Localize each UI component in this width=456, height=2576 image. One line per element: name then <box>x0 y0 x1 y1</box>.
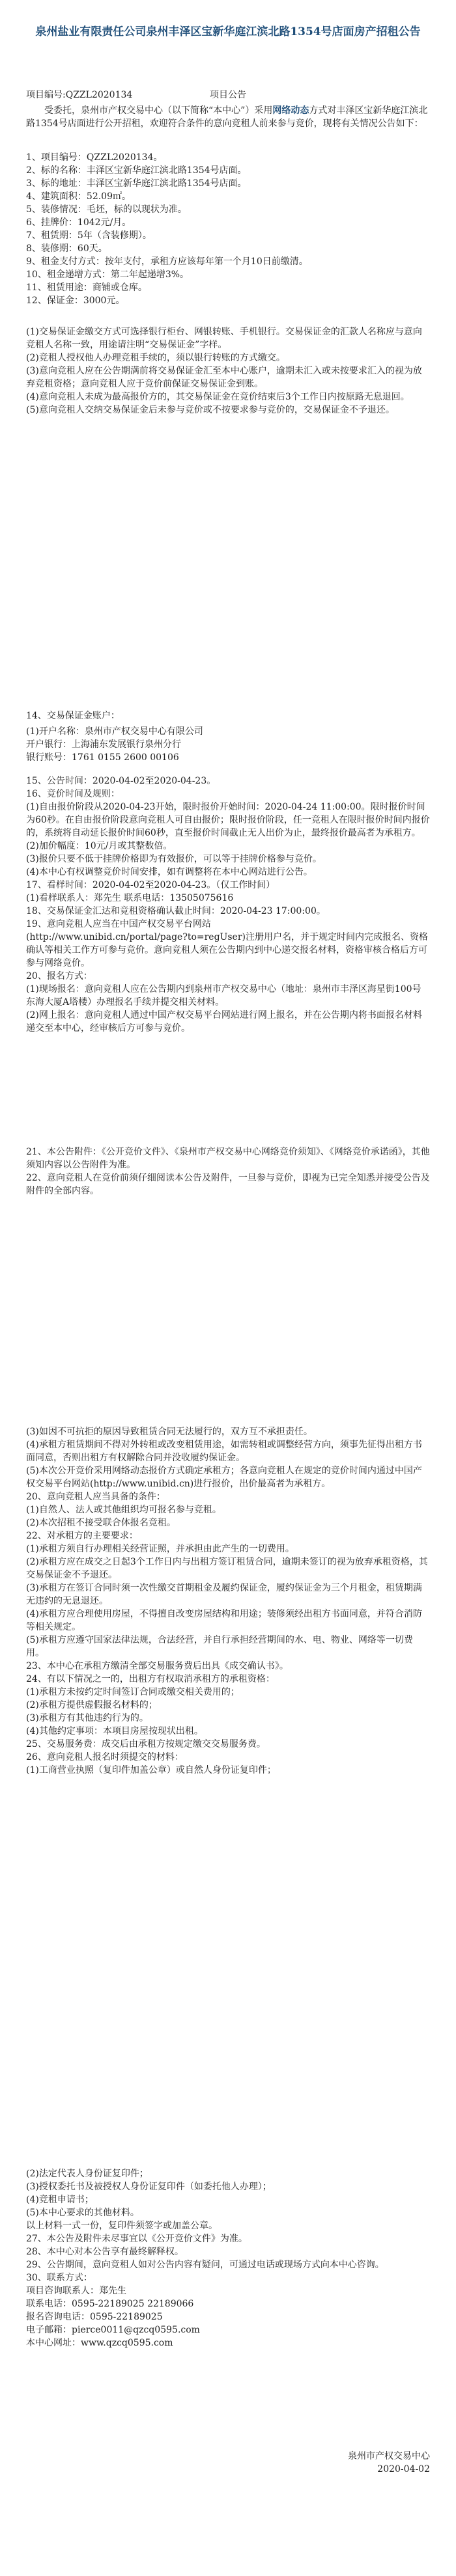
deposit-rule: (4)意向竞租人未成为最高报价方的，其交易保证金在竞价结束后3个工作日内按原路无息退回。 <box>26 392 410 402</box>
project-item: 7、租赁期：5年（含装修期）。 <box>26 230 152 241</box>
project-item: 10、租金递增方式：第二年起递增3%。 <box>26 269 190 280</box>
registration-line: 29、公告期间，意向竞租人如对公告内容有疑问，可通过电话或现场方式向本中心咨询。 <box>26 2260 384 2270</box>
registration-line: (3)授权委托书及被授权人身份证复印件（如委托他人办理）； <box>26 2182 272 2192</box>
project-number: 项目编号:QZZL2020134 <box>26 90 133 100</box>
terms-line: (3)承租方有其他违约行为的。 <box>26 1713 149 1723</box>
terms-line: 24、有以下情况之一的，出租方有权取消承租方的承租资格： <box>26 1674 275 1684</box>
account-info <box>26 725 430 764</box>
announcement-item: 22、意向竞租人在竞价前须仔细阅读本公告及附件，一旦参与竞价，即视为已完全知悉并接受公告及附件的全部内容。 <box>26 1173 430 1196</box>
announcement-item: 21、本公告附件：《公开竞价文件》、《泉州市产权交易中心网络竞价须知》、《网络竞价承诺函》，其他须知内容以公告附件为准。 <box>26 1147 430 1170</box>
contact-website: 本中心网址：www.qzcq0595.com <box>26 2338 173 2348</box>
project-item: 11、租赁用途：商铺或仓库。 <box>26 282 147 293</box>
project-item: 1、项目编号：QZZL2020134。 <box>26 152 163 163</box>
schedule-line: 20、报名方式： <box>26 971 93 981</box>
terms-line: (4)其他约定事项：本项目房屋按现状出租。 <box>26 1726 203 1736</box>
schedule-line: 19、意向竞租人应当在中国产权交易平台网站 <box>26 919 211 929</box>
intro-paragraph <box>26 104 430 130</box>
terms-line: (5)承租方应遵守国家法律法规，合法经营，并自行承担经营期间的水、电、物业、网络等一切费用。 <box>26 1635 413 1658</box>
deposit-rule: (5)意向竞租人交纳交易保证金后未参与竞价或不按要求参与竞价的，交易保证金不予退还。 <box>26 405 395 415</box>
terms-line: (3)如因不可抗拒的原因导致租赁合同无法履行的，双方互不承担责任。 <box>26 1427 313 1437</box>
announcement-label: 项目公告 <box>210 90 246 100</box>
schedule-line: 16、竞价时间及规则： <box>26 789 120 799</box>
registration-line: (4)竞租申请书； <box>26 2195 94 2205</box>
terms-line: 23、本中心在承租方缴清全部交易服务费后出具《成交确认书》。 <box>26 1661 289 1671</box>
contact-person: 项目咨询联系人：郑先生 <box>26 2286 126 2296</box>
terms-line: 20、意向竞租人应当具备的条件： <box>26 1492 165 1502</box>
terms-line: 26、意向竞租人报名时须提交的材料： <box>26 1752 184 1762</box>
registration-line: (5)本中心要求的其他材料。 <box>26 2208 139 2218</box>
account-bank: 开户银行：上海浦东发展银行泉州分行 <box>26 739 181 750</box>
intro-method: 网络动态 <box>272 105 309 116</box>
registration-line: 以上材料一式一份，复印件须签字或加盖公章。 <box>26 2221 218 2231</box>
schedule-line: (1)自由报价阶段从2020-04-23开始，限时报价开始时间：2020-04-24 11:00:00。限时报价时间为60秒。在自由报价阶段意向竞租人可自由报价；限时报价阶段，任一竞租人在限时报价时间内报价的，系统将自动延长报价时间60秒，直至报价时间截止无人出价为止，最终报价最高者为承租方。 <box>26 802 430 838</box>
terms-line: (2)承租方提供虚假报名材料的； <box>26 1700 158 1710</box>
registration-line: (2)法定代表人身份证复印件； <box>26 2169 149 2179</box>
project-item: 4、建筑面积：52.09㎡。 <box>26 191 131 202</box>
signature-date: 2020-04-02 <box>377 2464 430 2474</box>
deposit-rule: (1)交易保证金缴交方式可选择银行柜台、网银转账、手机银行。交易保证金的汇款人名称应与意向竞租人名称一致，用途请注明“交易保证金”字样。 <box>26 327 422 350</box>
terms-line: (4)承租方应合理使用房屋，不得擅自改变房屋结构和用途；装修须经出租方书面同意，并符合消防等相关规定。 <box>26 1609 422 1632</box>
registration-section <box>26 2167 430 2350</box>
terms-line: (1)承租方须自行办理相关经营证照，并承担由此产生的一切费用。 <box>26 1544 294 1554</box>
schedule-line: (3)报价只要不低于挂牌价格即为有效报价，可以等于挂牌价格参与竞价。 <box>26 854 322 864</box>
blank-area <box>0 1211 456 1419</box>
project-items <box>26 151 430 307</box>
terms-line: (3)承租方在签订合同时须一次性缴交首期租金及履约保证金，履约保证金为三个月租金，租赁期满无违约的无息退还。 <box>26 1583 422 1606</box>
schedule-line: 18、交易保证金汇达和竞租资格确认截止时间：2020-04-23 17:00:00。 <box>26 906 326 916</box>
terms-line: (1)承租方未按约定时间签订合同或缴交相关费用的； <box>26 1687 240 1697</box>
terms-line: 25、交易服务费：成交后由承租方按规定缴交交易服务费。 <box>26 1739 266 1749</box>
project-item: 9、租金支付方式：按年支付，承租方应该每年第一个月10日前缴清。 <box>26 256 308 267</box>
terms-line: (2)本次招租不接受联合体报名竞租。 <box>26 1518 176 1528</box>
signature-block <box>26 2450 430 2476</box>
announcement-title: 泉州盐业有限责任公司泉州丰泽区宝新华庭江滨北路1354号店面房产招租公告 <box>35 25 421 38</box>
deposit-rule: (3)意向竞租人应在公告期满前将交易保证金汇至本中心账户，逾期未汇入或未按要求汇入的视为放弃竞租资格；意向竞租人应于竞价前保证交易保证金到账。 <box>26 366 422 389</box>
schedule-line: 15、公告时间：2020-04-02至2020-04-23。 <box>26 776 216 786</box>
deposit-rules <box>26 325 430 417</box>
project-item: 5、装修情况：毛坯，标的以现状为准。 <box>26 204 187 215</box>
announcement-items <box>26 1145 430 1198</box>
account-number: 银行账号：1761 0155 2600 00106 <box>26 752 179 763</box>
schedule-line: (2)加价幅度：10元/月或其整数倍。 <box>26 841 173 851</box>
terms-line: (1)自然人、法人或其他组织均可报名参与竞租。 <box>26 1505 221 1515</box>
deposit-account-heading: 14、交易保证金账户： <box>26 711 120 721</box>
signature-org: 泉州市产权交易中心 <box>348 2451 430 2461</box>
terms-line: (2)承租方应在成交之日起3个工作日内与出租方签订租赁合同，逾期未签订的视为放弃承租资格，其交易保证金不予退还。 <box>26 1557 428 1580</box>
schedule-line: (2)网上报名：意向竞租人通过中国产权交易平台网站进行网上报名，并在公告期内将书面报名材料递交至本中心，经审核后方可参与竞价。 <box>26 1010 422 1034</box>
registration-phone: 报名咨询电话：0595-22189025 <box>26 2312 163 2322</box>
intro-text-b: 方式对丰泽区宝新华庭江滨北路1354号店面进行公开招租，欢迎符合条件的意向竞租人前来参与竞价，现将有关情况公告如下： <box>26 105 428 129</box>
registration-line: 30、联系方式： <box>26 2273 93 2283</box>
schedule-line: (4)本中心有权调整竞价时间安排，如有调整将在本中心网站进行公告。 <box>26 867 313 877</box>
blank-area <box>0 469 456 703</box>
project-item: 12、保证金：3000元。 <box>26 295 125 306</box>
schedule-line: (1)看样联系人：郑先生 联系电话：13505075616 <box>26 893 234 903</box>
terms-line: (4)承租方租赁期间不得对外转租或改变租赁用途，如需转租或调整经营方向，须事先征得出租方书面同意，否则出租方有权解除合同并没收履约保证金。 <box>26 1440 422 1463</box>
terms-section <box>26 1425 430 1777</box>
account-name: (1)开户名称：泉州市产权交易中心有限公司 <box>26 726 203 737</box>
schedule-section <box>26 774 430 1035</box>
contact-email: 电子邮箱：pierce0011@qzcq0595.com <box>26 2325 200 2335</box>
terms-line: (1)工商营业执照（复印件加盖公章）或自然人身份证复印件； <box>26 1765 276 1775</box>
contact-phone: 联系电话：0595-22189025 22189066 <box>26 2299 194 2309</box>
project-item: 3、标的地址：丰泽区宝新华庭江滨北路1354号店面。 <box>26 178 247 189</box>
registration-line: 28、本中心对本公告享有最终解释权。 <box>26 2247 184 2257</box>
terms-line: (5)本次公开竞价采用网络动态报价方式确定承租方；各意向竞租人在规定的竞价时间内通过中国产权交易平台网站(http://www.unibid.cn)进行报价，出价最高者为承租方。 <box>26 1466 422 1489</box>
project-item: 8、装修期：60天。 <box>26 243 107 254</box>
deposit-rule: (2)竞租人授权他人办理竞租手续的，须以银行转账的方式缴交。 <box>26 353 285 363</box>
schedule-line: (1)现场报名：意向竞租人应在公告期内到泉州市产权交易中心（地址：泉州市丰泽区海星街100号东海大厦A塔楼）办理报名手续并提交相关材料。 <box>26 984 421 1007</box>
schedule-line: 17、看样时间：2020-04-02至2020-04-23。（仅工作时间） <box>26 880 276 890</box>
terms-line: 22、对承租方的主要要求： <box>26 1531 138 1541</box>
intro-text-a: 受委托，泉州市产权交易中心（以下简称“本中心”）采用 <box>44 105 273 116</box>
schedule-line: (http://www.unibid.cn/portal/page?to=regUser)注册用户名，并于规定时间内完成报名、资格确认等相关工作方可参与竞价。意向竞租人须在公告期内到中心递交报名材料，资格审核合格后方可参与网络竞价。 <box>26 932 428 968</box>
blank-area <box>0 1953 456 2161</box>
project-item: 6、挂牌价：1042元/月。 <box>26 217 132 228</box>
registration-line: 27、本公告及附件未尽事宜以《公开竞价文件》为准。 <box>26 2234 248 2244</box>
project-item: 2、标的名称：丰泽区宝新华庭江滨北路1354号店面。 <box>26 165 247 176</box>
